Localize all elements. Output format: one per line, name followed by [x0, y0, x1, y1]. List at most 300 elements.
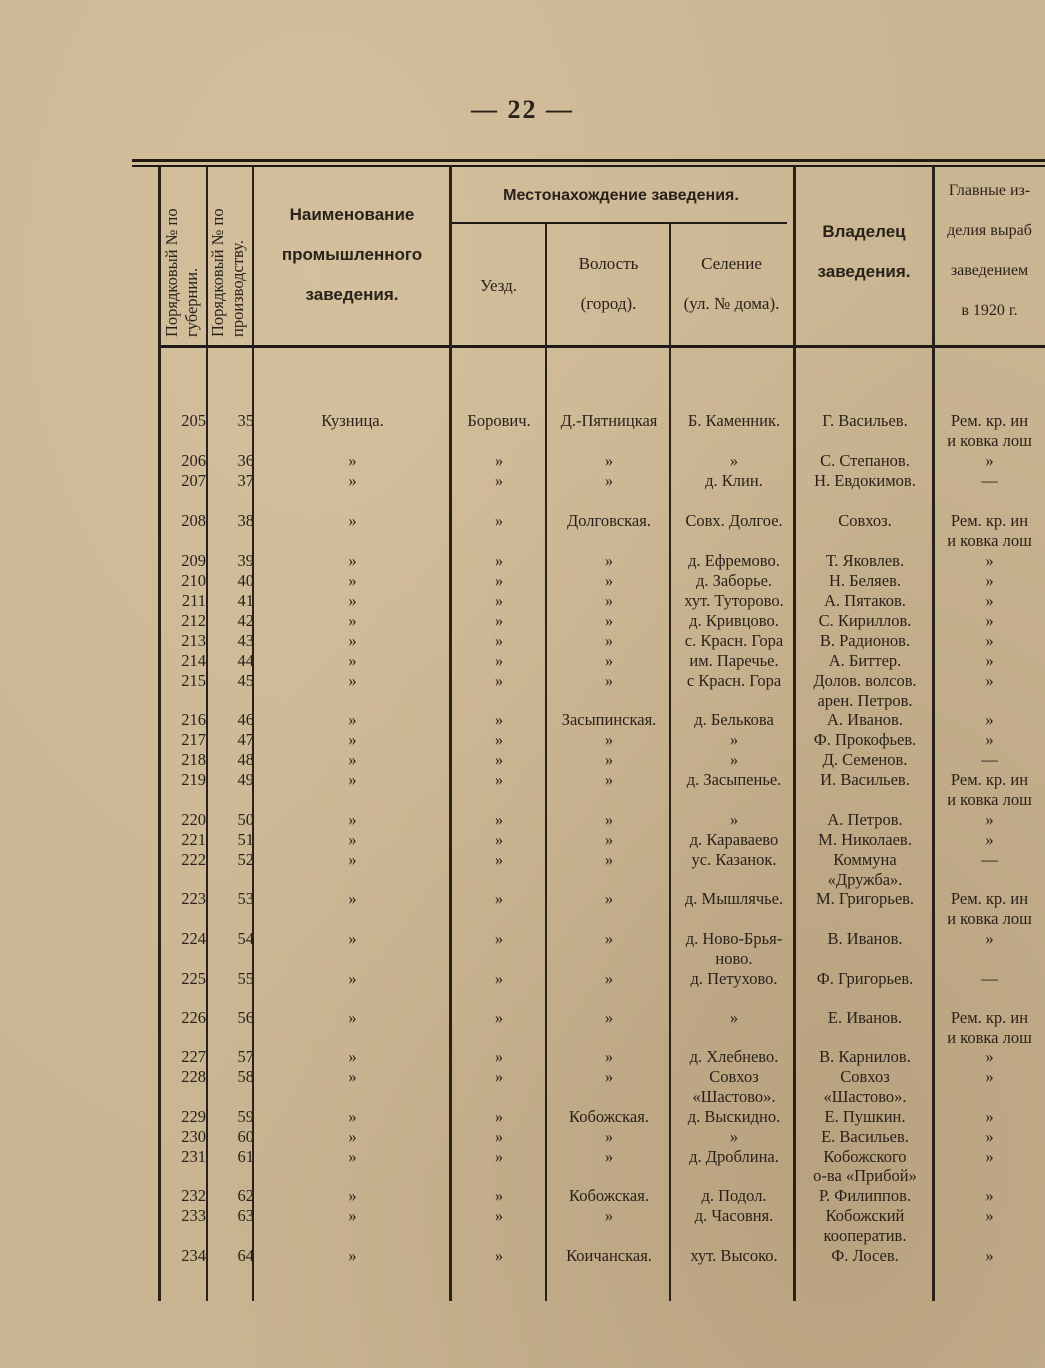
table-row [0, 770, 1045, 790]
row-prod-number: 62 [237, 1186, 254, 1205]
row-selenie: д. Часовня. [694, 1206, 774, 1225]
row-selenie: д. Подол. [701, 1186, 767, 1205]
header-gov-line-2: губернии. [182, 267, 201, 337]
table-row [0, 1087, 1045, 1107]
table-row [0, 691, 1045, 711]
row-prod-number: 44 [237, 651, 254, 670]
row-uezd: » [494, 651, 504, 670]
row-selenie: д. Мышлячье. [684, 889, 784, 908]
row-gov-number: 207 [181, 471, 206, 490]
header-uezd: Уезд. [479, 276, 518, 295]
row-products: » [985, 1147, 994, 1166]
row-owner: Е. Васильев. [821, 1127, 909, 1146]
row-owner: Совхоз [840, 1067, 890, 1086]
row-owner: Кобожского [823, 1147, 907, 1166]
row-prod-number: 39 [237, 551, 254, 570]
row-gov-number: 227 [181, 1047, 206, 1066]
row-products: » [985, 631, 994, 650]
row-volost: » [604, 551, 614, 570]
row-prod-number: 61 [237, 1147, 254, 1166]
header-products-line-1: Главные из- [948, 183, 1031, 199]
header-prod-line-1: Порядковый № по [208, 208, 227, 337]
row-gov-number: 222 [181, 850, 206, 869]
table-row [0, 830, 1045, 850]
row-owner: Р. Филиппов. [818, 1186, 912, 1205]
row-prod-number: 51 [237, 830, 254, 849]
row-owner: Н. Беляев. [828, 571, 902, 590]
row-gov-number: 223 [181, 889, 206, 908]
row-selenie: » [729, 730, 739, 749]
row-gov-number: 224 [181, 929, 206, 948]
table-row [0, 1047, 1045, 1067]
row-gov-number: 221 [181, 830, 206, 849]
row-uezd: » [494, 1067, 504, 1086]
row-owner: Т. Яковлев. [825, 551, 905, 570]
row-volost: » [604, 631, 614, 650]
header-volost-line-2: (город). [580, 294, 637, 313]
row-selenie: д. Ефремово. [688, 551, 780, 570]
row-products: Рем. кр. ин [950, 411, 1029, 430]
row-volost: » [604, 850, 614, 869]
row-products: Рем. кр. ин [950, 1008, 1029, 1027]
table-row [0, 710, 1045, 730]
row-uezd: » [494, 969, 504, 988]
row-products: — [981, 750, 998, 769]
row-uezd: » [494, 591, 504, 610]
row-prod-number: 60 [237, 1127, 254, 1146]
header-products-line-4: в 1920 г. [961, 302, 1018, 319]
row-prod-number: 37 [237, 471, 254, 490]
row-name: » [348, 571, 357, 590]
row-products: » [985, 1067, 994, 1086]
row-owner: Ф. Лосев. [831, 1246, 899, 1265]
row-owner: Ф. Прокофьев. [813, 730, 917, 749]
row-volost: » [604, 969, 614, 988]
row-products: и ковка лош [947, 531, 1032, 550]
row-uezd: » [494, 850, 504, 869]
row-selenie: д. Кривцово. [689, 611, 779, 630]
row-prod-number: 46 [237, 710, 254, 729]
row-products: » [985, 1107, 994, 1126]
row-products: — [981, 471, 998, 490]
row-owner: А. Биттер. [828, 651, 902, 670]
table-row [0, 1008, 1045, 1028]
row-products: и ковка лош [947, 431, 1032, 450]
header-name [255, 206, 449, 303]
row-prod-number: 41 [237, 591, 254, 610]
header-products-line-3: заведением [950, 262, 1029, 279]
row-name: » [348, 929, 357, 948]
table-row [0, 571, 1045, 591]
row-products: » [985, 810, 994, 829]
row-owner: «Дружба». [827, 870, 903, 889]
row-uezd: » [494, 451, 504, 470]
row-gov-number: 210 [181, 571, 206, 590]
row-volost: » [604, 1206, 614, 1225]
row-uezd: » [494, 830, 504, 849]
row-products: » [985, 651, 994, 670]
table-row [0, 909, 1045, 929]
row-uezd: » [494, 1147, 504, 1166]
row-selenie: д. Караваево [689, 830, 779, 849]
table-row [0, 1246, 1045, 1266]
row-selenie: ус. Казанок. [691, 850, 777, 869]
row-products: » [985, 730, 994, 749]
row-volost: » [604, 671, 614, 690]
table-row [0, 671, 1045, 691]
header-name-line-3: заведения. [305, 285, 399, 304]
row-selenie: д. Хлебнево. [689, 1047, 779, 1066]
row-volost: » [604, 471, 614, 490]
row-owner: Коммуна [833, 850, 897, 869]
row-gov-number: 209 [181, 551, 206, 570]
row-name: » [348, 750, 357, 769]
row-products: » [985, 1246, 994, 1265]
table-row [0, 451, 1045, 471]
row-gov-number: 219 [181, 770, 206, 789]
row-name: » [348, 1067, 357, 1086]
row-selenie: ново. [715, 949, 753, 968]
row-selenie: д. Засыпенье. [686, 770, 782, 789]
header-products-line-2: делия выраб [947, 222, 1032, 239]
table-row [0, 471, 1045, 491]
row-prod-number: 45 [237, 671, 254, 690]
row-volost: » [604, 810, 614, 829]
row-owner: И. Васильев. [820, 770, 910, 789]
row-products: » [985, 591, 994, 610]
row-name: » [348, 889, 357, 908]
row-gov-number: 208 [181, 511, 206, 530]
row-selenie: » [729, 750, 739, 769]
row-products: » [985, 551, 994, 570]
row-gov-number: 214 [181, 651, 206, 670]
row-volost: » [604, 451, 614, 470]
row-owner: А. Иванов. [827, 710, 903, 729]
table-row [0, 1166, 1045, 1186]
row-prod-number: 43 [237, 631, 254, 650]
row-gov-number: 211 [181, 591, 206, 610]
header-volost-line-1: Волость [578, 254, 639, 273]
table-row [0, 511, 1045, 531]
row-owner: Е. Иванов. [827, 1008, 903, 1027]
row-volost: » [604, 830, 614, 849]
row-prod-number: 50 [237, 810, 254, 829]
row-name: » [348, 611, 357, 630]
row-volost: » [604, 611, 614, 630]
table-row [0, 870, 1045, 890]
row-products: » [985, 830, 994, 849]
row-owner: В. Радионов. [819, 631, 911, 650]
row-uezd: » [494, 810, 504, 829]
row-volost: Кобожская. [569, 1186, 649, 1205]
table-top-rule [132, 159, 1045, 162]
row-name: Кузница. [321, 411, 384, 430]
row-uezd: » [494, 1047, 504, 1066]
row-uezd: » [494, 471, 504, 490]
row-selenie: хут. Высоко. [690, 1246, 778, 1265]
row-prod-number: 56 [237, 1008, 254, 1027]
row-owner: А. Пятаков. [824, 591, 906, 610]
row-uezd: » [494, 730, 504, 749]
header-name-line-1: Наименование [289, 205, 415, 224]
row-volost: » [604, 571, 614, 590]
row-selenie: д. Клин. [705, 471, 763, 490]
row-name: » [348, 770, 357, 789]
table-row [0, 730, 1045, 750]
row-gov-number: 215 [181, 671, 206, 690]
row-gov-number: 226 [181, 1008, 206, 1027]
row-selenie: д. Ново-Брья- [685, 929, 783, 948]
row-products: и ковка лош [947, 1028, 1032, 1047]
row-products: » [985, 451, 994, 470]
table-row [0, 929, 1045, 949]
table-row [0, 531, 1045, 551]
row-gov-number: 218 [181, 750, 206, 769]
row-owner: Кобожский [825, 1206, 905, 1225]
header-name-line-2: промышленного [281, 245, 423, 264]
row-gov-number: 233 [181, 1206, 206, 1225]
row-owner: кооператив. [823, 1226, 907, 1245]
row-name: » [348, 830, 357, 849]
row-owner: Д. Семенов. [822, 750, 908, 769]
row-owner: С. Кириллов. [818, 611, 912, 630]
table-row [0, 1226, 1045, 1246]
row-uezd: » [494, 1186, 504, 1205]
row-gov-number: 205 [181, 411, 206, 430]
row-uezd: » [494, 631, 504, 650]
row-selenie: им. Паречье. [689, 651, 779, 670]
row-selenie: д. Заборье. [695, 571, 773, 590]
row-prod-number: 42 [237, 611, 254, 630]
table-row [0, 790, 1045, 810]
header-owner-line-1: Владелец [822, 222, 906, 241]
row-uezd: » [494, 750, 504, 769]
row-products: — [981, 850, 998, 869]
row-selenie: » [729, 1008, 739, 1027]
row-prod-number: 54 [237, 929, 254, 948]
row-gov-number: 231 [181, 1147, 206, 1166]
page-number: — 22 — [471, 95, 574, 124]
row-selenie: » [729, 1127, 739, 1146]
row-uezd: Борович. [467, 411, 531, 430]
header-bottom-rule [158, 345, 1045, 348]
table-row [0, 1107, 1045, 1127]
table-row [0, 651, 1045, 671]
row-volost: Д.-Пятницкая [560, 411, 658, 430]
header-volost [548, 255, 669, 312]
row-uezd: » [494, 671, 504, 690]
location-group-rule [452, 222, 787, 224]
header-location: Местонахождение заведения. [503, 187, 739, 204]
row-uezd: » [494, 511, 504, 530]
row-volost: » [604, 750, 614, 769]
row-volost: » [604, 730, 614, 749]
row-selenie: » [729, 451, 739, 470]
row-name: » [348, 471, 357, 490]
row-name: » [348, 1107, 357, 1126]
row-owner: М. Григорьев. [815, 889, 915, 908]
row-owner: Н. Евдокимов. [814, 471, 916, 490]
row-prod-number: 58 [237, 1067, 254, 1086]
row-products: Рем. кр. ин [950, 511, 1029, 530]
row-products: » [985, 671, 994, 690]
row-products: » [985, 710, 994, 729]
row-owner: С. Степанов. [820, 451, 910, 470]
row-owner: Г. Васильев. [822, 411, 908, 430]
row-prod-number: 38 [237, 511, 254, 530]
table-row [0, 969, 1045, 989]
row-name: » [348, 730, 357, 749]
table-row [0, 1147, 1045, 1167]
row-uezd: » [494, 1127, 504, 1146]
row-selenie: д. Выскидно. [687, 1107, 781, 1126]
row-owner: Ф. Григорьев. [816, 969, 914, 988]
row-uezd: » [494, 611, 504, 630]
table-row [0, 889, 1045, 909]
row-selenie: хут. Туторово. [684, 591, 784, 610]
row-prod-number: 57 [237, 1047, 254, 1066]
table-row [0, 1067, 1045, 1087]
row-owner: «Шастово». [823, 1087, 907, 1106]
header-owner [796, 223, 932, 280]
row-volost: » [604, 591, 614, 610]
table-row [0, 411, 1045, 431]
row-gov-number: 228 [181, 1067, 206, 1086]
row-owner: В. Иванов. [827, 929, 903, 948]
row-volost: » [604, 1008, 614, 1027]
row-gov-number: 206 [181, 451, 206, 470]
row-name: » [348, 671, 357, 690]
row-owner: В. Карнилов. [819, 1047, 911, 1066]
row-name: » [348, 591, 357, 610]
row-products: Рем. кр. ин [950, 770, 1029, 789]
row-name: » [348, 1206, 357, 1225]
row-uezd: » [494, 1107, 504, 1126]
table-row [0, 551, 1045, 571]
row-prod-number: 36 [237, 451, 254, 470]
header-selenie [670, 255, 793, 312]
row-volost: » [604, 929, 614, 948]
row-name: » [348, 511, 357, 530]
row-volost: » [604, 889, 614, 908]
row-selenie: Б. Каменник. [687, 411, 781, 430]
row-volost: Коичанская. [566, 1246, 652, 1265]
header-prod-number [208, 208, 248, 337]
row-volost: » [604, 1147, 614, 1166]
row-products: » [985, 1206, 994, 1225]
row-selenie: д. Петухово. [690, 969, 778, 988]
row-volost: » [604, 1067, 614, 1086]
row-products: » [985, 611, 994, 630]
row-volost: Долговская. [567, 511, 651, 530]
row-products: » [985, 1127, 994, 1146]
row-gov-number: 225 [181, 969, 206, 988]
table-row [0, 431, 1045, 451]
row-selenie: д. Белькова [694, 710, 774, 729]
row-gov-number: 229 [181, 1107, 206, 1126]
row-products: Рем. кр. ин [950, 889, 1029, 908]
table-row [0, 1127, 1045, 1147]
row-gov-number: 216 [181, 710, 206, 729]
table-row [0, 850, 1045, 870]
row-volost: » [604, 651, 614, 670]
row-prod-number: 55 [237, 969, 254, 988]
header-selenie-line-1: Селение [701, 254, 762, 273]
table-row [0, 611, 1045, 631]
row-prod-number: 63 [237, 1206, 254, 1225]
row-prod-number: 35 [237, 411, 254, 430]
row-selenie: с. Красн. Гора [684, 631, 784, 650]
row-name: » [348, 551, 357, 570]
row-selenie: » [729, 810, 739, 829]
table-row [0, 949, 1045, 969]
header-owner-line-2: заведения. [817, 262, 911, 281]
row-uezd: » [494, 710, 504, 729]
table-row [0, 810, 1045, 830]
row-owner: Е. Пушкин. [824, 1107, 906, 1126]
row-gov-number: 220 [181, 810, 206, 829]
row-name: » [348, 451, 357, 470]
row-uezd: » [494, 889, 504, 908]
header-gov-number [162, 208, 202, 337]
header-selenie-line-2: (ул. № дома). [683, 294, 780, 313]
table-row [0, 591, 1045, 611]
row-volost: Засыпинская. [561, 710, 657, 729]
table-row [0, 1206, 1045, 1226]
row-owner: Совхоз. [838, 511, 892, 530]
row-uezd: » [494, 1008, 504, 1027]
row-volost: Кобожская. [569, 1107, 649, 1126]
row-uezd: » [494, 551, 504, 570]
row-prod-number: 52 [237, 850, 254, 869]
row-name: » [348, 1047, 357, 1066]
row-name: » [348, 850, 357, 869]
row-prod-number: 64 [237, 1246, 254, 1265]
row-selenie: с Красн. Гора [686, 671, 782, 690]
row-name: » [348, 810, 357, 829]
row-products: » [985, 1186, 994, 1205]
row-prod-number: 47 [237, 730, 254, 749]
row-products: » [985, 929, 994, 948]
row-prod-number: 48 [237, 750, 254, 769]
row-products: » [985, 1047, 994, 1066]
row-uezd: » [494, 1246, 504, 1265]
row-gov-number: 232 [181, 1186, 206, 1205]
table-row [0, 631, 1045, 651]
row-selenie: Совх. Долгое. [685, 511, 783, 530]
table-top-rule-inner [132, 165, 1045, 167]
header-prod-line-2: производству. [228, 239, 247, 337]
row-prod-number: 59 [237, 1107, 254, 1126]
row-uezd: » [494, 1206, 504, 1225]
row-prod-number: 53 [237, 889, 254, 908]
row-name: » [348, 1127, 357, 1146]
row-gov-number: 213 [181, 631, 206, 650]
row-owner: М. Николаев. [818, 830, 912, 849]
row-owner: о-ва «Прибой» [813, 1166, 917, 1185]
row-gov-number: 217 [181, 730, 206, 749]
row-volost: » [604, 1047, 614, 1066]
row-selenie: Совхоз [709, 1067, 759, 1086]
row-uezd: » [494, 929, 504, 948]
row-name: » [348, 1246, 357, 1265]
row-products: » [985, 571, 994, 590]
row-name: » [348, 1186, 357, 1205]
table-row [0, 750, 1045, 770]
row-name: » [348, 710, 357, 729]
row-gov-number: 212 [181, 611, 206, 630]
row-name: » [348, 651, 357, 670]
